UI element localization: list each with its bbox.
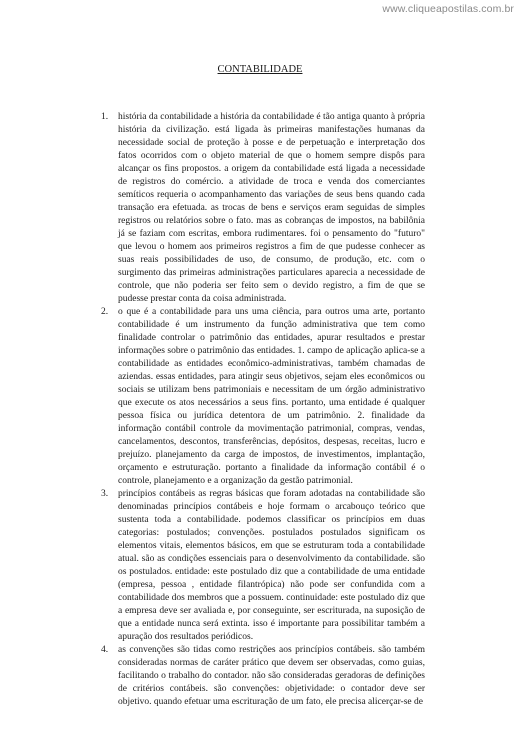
list-item bbox=[101, 306, 425, 488]
list-item-text: princípios contábeis as regras básicas que foram adotadas na contabilidade são denominadas princípios contábeis e hoje formam o arcabouço teórico que sustenta toda a contabilidade. podemos classificar os princípios em duas categorias: postulados; convenções. postulados postulados significam os elementos vitais, elementos básicos, em que se estruturam toda a contabilidade atual. são as condições essenciais para o desenvolvimento da contabilidade. são os postulados. entidade: este postulado diz que a contabilidade de uma entidade (empresa, pessoa , entidade filantrópica) não pode ser confundida com a contabilidade dos membros que a possuem. continuidade: este postulado diz que a empresa deve ser avaliada e, por conseguinte, ser escriturada, na suposição de que a entidade nunca será extinta. isso é importante para possibilitar também a apuração dos resultados periódicos. bbox=[118, 489, 425, 642]
list-item-text: história da contabilidade a história da contabilidade é tão antiga quanto à própria história da civilização. está ligada às primeiras manifestações humanas da necessidade social de proteção à posse e de perpetuação e interpretação dos fatos ocorridos com o objeto material de que o homem sempre dispôs para alcançar os fins propostos. a origem da contabilidade está ligada a necessidade de registros do comércio. a atividade de troca e venda dos comerciantes semíticos requeria o acompanhamento das variações de seus bens quando cada transação era efetuada. as trocas de bens e serviços eram seguidas de simples registros ou relatórios sobre o fato. mas as cobranças de impostos, na babilônia já se faziam com escritas, embora rudimentares. foi o pensamento do "futuro" que levou o homem aos primeiros registros a fim de que pudesse conhecer as suas reais possibilidades de uso, de consumo, de produção, etc. com o surgimento das primeiras administrações particulares aparecia a necessidade de controle, que não poderia ser feito sem o devido registro, a fim de que se pudesse prestar conta da coisa administrada. bbox=[118, 112, 425, 304]
site-url: www.cliqueapostilas.com.br bbox=[382, 3, 514, 15]
list-item-number: 1. bbox=[101, 112, 109, 122]
document-list bbox=[101, 111, 425, 709]
list-item bbox=[101, 111, 425, 306]
list-item bbox=[101, 644, 425, 709]
list-item-text: as convenções são tidas como restrições aos princípios contábeis. são também consideradas normas de caráter prático que devem ser observadas, como guias, facilitando o trabalho do contador. não são consideradas geradoras de definições de critérios contábeis. são convenções: objetividade: o contador deve ser objetivo. quando efetuar uma escrituração de um fato, ele precisa alicerçar-se de bbox=[118, 645, 425, 707]
list-item bbox=[101, 488, 425, 644]
list-item-number: 3. bbox=[101, 489, 109, 499]
list-item-number: 4. bbox=[101, 645, 109, 655]
list-item-number: 2. bbox=[101, 307, 109, 317]
list-item-text: o que é a contabilidade para uns uma ciência, para outros uma arte, portanto contabilidade é um instrumento da função administrativa que tem como finalidade controlar o patrimônio das entidades, apurar resultados e prestar informações sobre o patrimônio das entidades. 1. campo de aplicação aplica-se a contabilidade as entidades econômico-administrativas, também chamadas de aziendas. essas entidades, para atingir seus objetivos, sejam eles econômicos ou sociais se utilizam bens patrimoniais e necessitam de um órgão administrativo que execute os atos necessários a seus fins. portanto, uma entidade é qualquer pessoa física ou jurídica detentora de um patrimônio. 2. finalidade da informação contábil controle da movimentação patrimonial, compras, vendas, cancelamentos, descontos, transferências, depósitos, despesas, receitas, lucro e prejuízo. planejamento da carga de impostos, de investimentos, implantação, orçamento e estruturação. portanto a finalidade da informação contábil é o controle, planejamento e a organização da gestão patrimonial. bbox=[118, 307, 425, 486]
document-title: CONTABILIDADE bbox=[217, 64, 303, 75]
